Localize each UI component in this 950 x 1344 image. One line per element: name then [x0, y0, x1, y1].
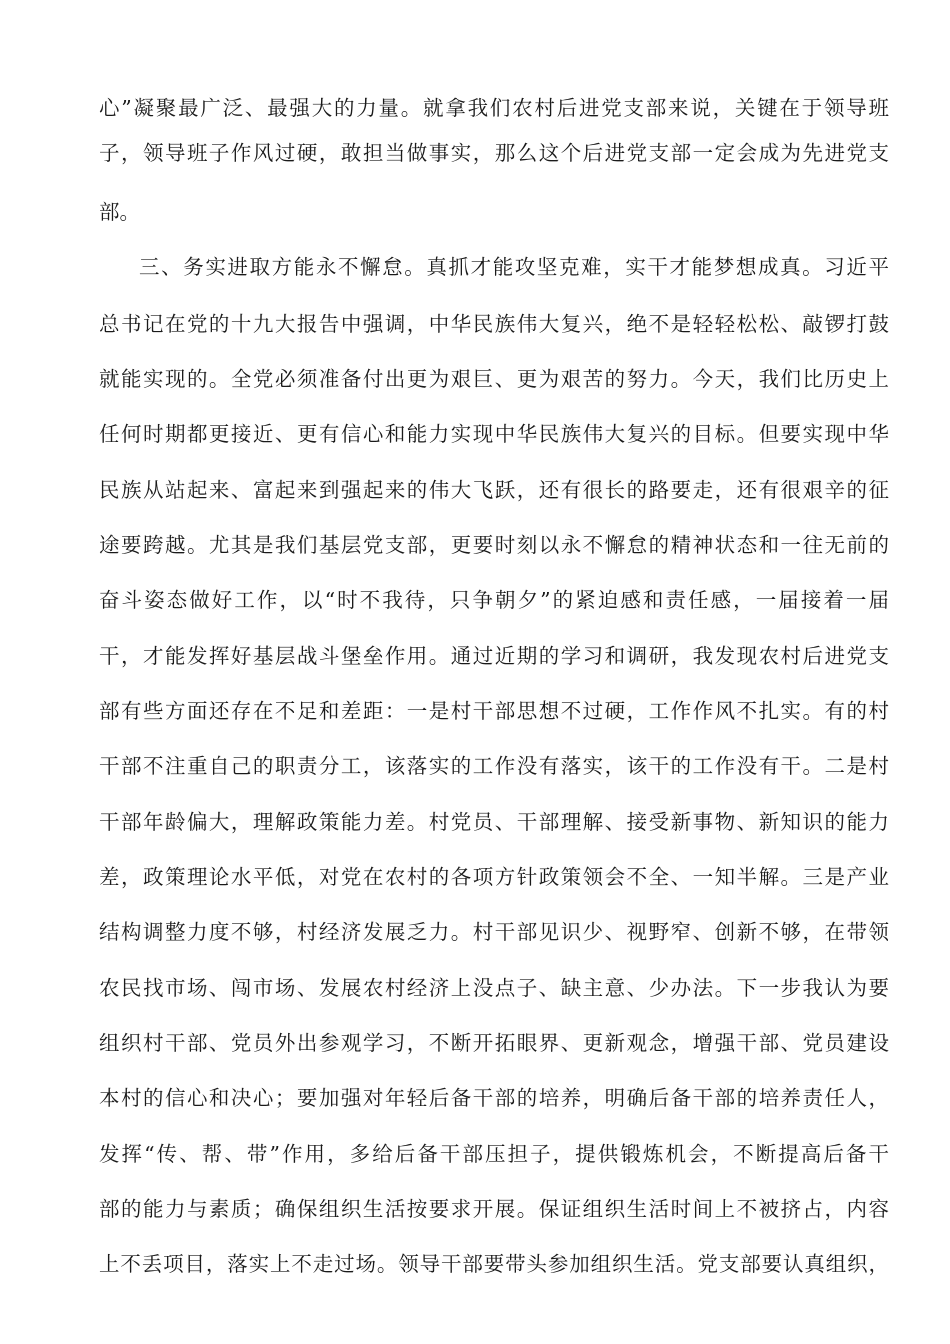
text-line-22: 上不丢项目，落实上不走过场。领导干部要带头参加组织生活。党支部要认真组织，: [99, 1252, 889, 1276]
text-line-15: 差，政策理论水平低，对党在农村的各项方针政策领会不全、一知半解。三是产业: [99, 865, 889, 889]
text-line-2: 子，领导班子作风过硬，敢担当做事实，那么这个后进党支部一定会成为先进党支: [99, 141, 889, 165]
text-line-5: 总书记在党的十九大报告中强调，中华民族伟大复兴，绝不是轻轻松松、敲锣打鼓: [99, 312, 889, 336]
text-line-18: 组织村干部、党员外出参观学习，不断开拓眼界、更新观念，增强干部、党员建设: [99, 1031, 889, 1055]
text-line-14: 干部年龄偏大，理解政策能力差。村党员、干部理解、接受新事物、新知识的能力: [99, 810, 889, 834]
text-line-7: 任何时期都更接近、更有信心和能力实现中华民族伟大复兴的目标。但要实现中华: [99, 422, 889, 446]
text-line-8: 民族从站起来、富起来到强起来的伟大飞跃，还有很长的路要走，还有很艰辛的征: [99, 478, 889, 502]
text-line-3: 部。: [99, 200, 140, 224]
text-line-20: 发挥“传、帮、带”作用，多给后备干部压担子，提供锻炼机会，不断提高后备干: [99, 1142, 889, 1166]
text-line-16: 结构调整力度不够，村经济发展乏力。村干部见识少、视野窄、创新不够，在带领: [99, 920, 889, 944]
text-line-21: 部的能力与素质；确保组织生活按要求开展。保证组织生活时间上不被挤占，内容: [99, 1197, 889, 1221]
text-line-6: 就能实现的。全党必须准备付出更为艰巨、更为艰苦的努力。今天，我们比历史上: [99, 367, 889, 391]
text-line-17: 农民找市场、闯市场、发展农村经济上没点子、缺主意、少办法。下一步我认为要: [99, 976, 889, 1000]
text-line-19: 本村的信心和决心；要加强对年轻后备干部的培养，明确后备干部的培养责任人，: [99, 1086, 889, 1110]
text-line-9: 途要跨越。尤其是我们基层党支部，更要时刻以永不懈怠的精神状态和一往无前的: [99, 533, 889, 557]
section-heading-line: 三、务实进取方能永不懈怠。真抓才能攻坚克难，实干才能梦想成真。习近平: [139, 255, 889, 279]
text-line-12: 部有些方面还存在不足和差距：一是村干部思想不过硬，工作作风不扎实。有的村: [99, 699, 889, 723]
text-line-13: 干部不注重自己的职责分工，该落实的工作没有落实，该干的工作没有干。二是村: [99, 754, 889, 778]
text-line-11: 干，才能发挥好基层战斗堡垒作用。通过近期的学习和调研，我发现农村后进党支: [99, 644, 889, 668]
text-line-1: 心”凝聚最广泛、最强大的力量。就拿我们农村后进党支部来说，关键在于领导班: [99, 96, 889, 120]
text-line-10: 奋斗姿态做好工作，以“时不我待，只争朝夕”的紧迫感和责任感，一届接着一届: [99, 588, 889, 612]
